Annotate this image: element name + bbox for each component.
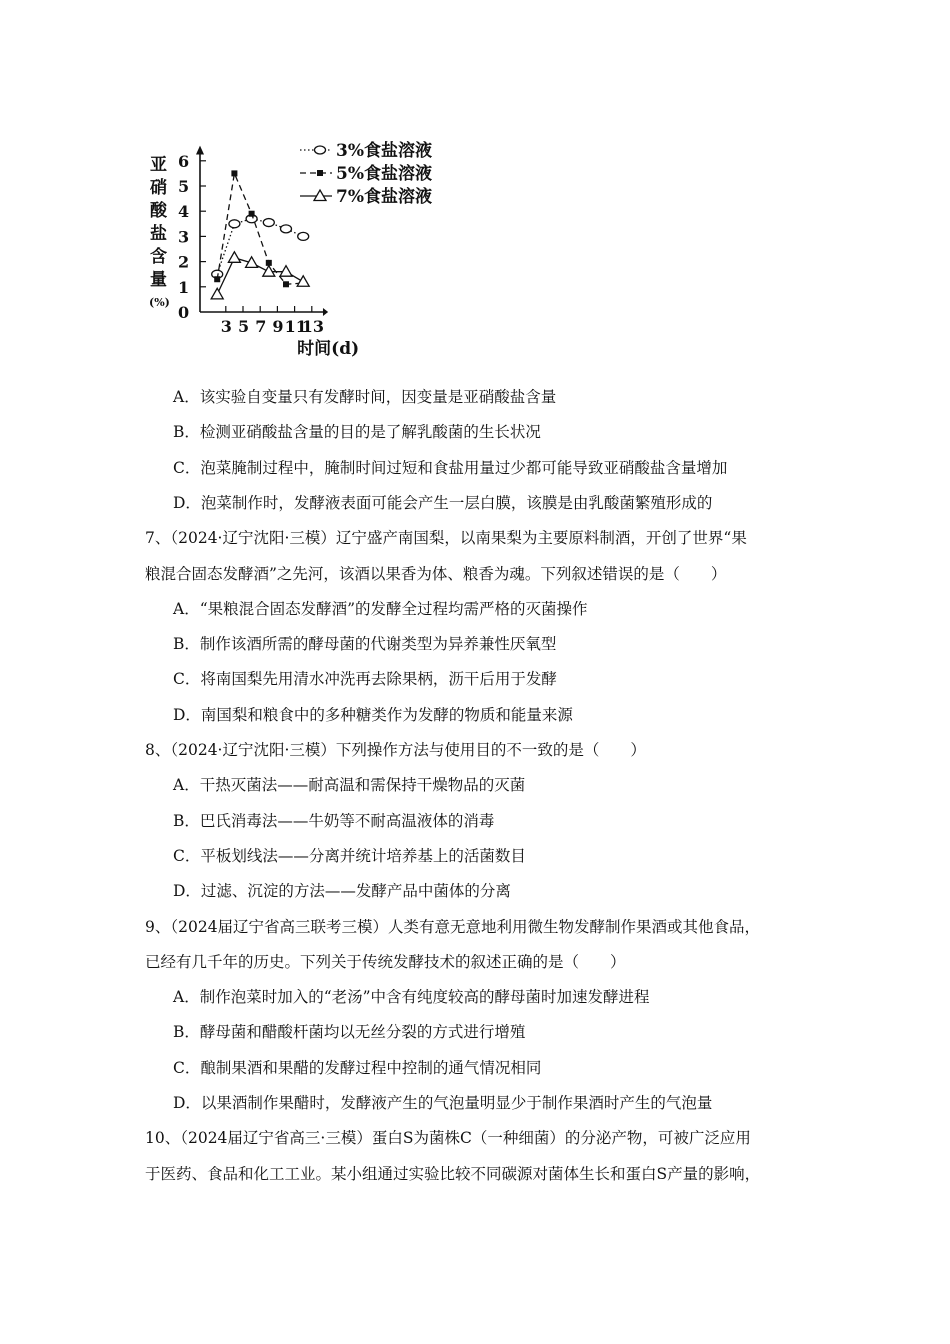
option-line: A．制作泡菜时加入的“老汤”中含有纯度较高的酵母菌时加速发酵进程 bbox=[173, 988, 650, 1007]
option-line: B．检测亚硝酸盐含量的目的是了解乳酸菌的生长状况 bbox=[173, 423, 541, 442]
data-point-circle bbox=[298, 232, 309, 240]
y-axis-label-char: 含 bbox=[150, 247, 167, 267]
question-line: 8、（2024·辽宁沈阳·三模）下列操作方法与使用目的不一致的是（ ） bbox=[145, 741, 646, 759]
x-tick-label: 3 bbox=[220, 317, 232, 336]
y-axis-label-char: 硝 bbox=[150, 178, 167, 198]
data-point-circle bbox=[229, 220, 240, 228]
y-tick-label: 2 bbox=[178, 252, 190, 272]
x-tick-label: 13 bbox=[301, 317, 325, 336]
x-tick-label: 5 bbox=[238, 317, 250, 336]
option-line: C．酿制果酒和果醋的发酵过程中控制的通气情况相同 bbox=[173, 1058, 542, 1077]
data-point-square bbox=[249, 211, 255, 217]
legend-marker-square bbox=[317, 170, 323, 176]
option-line: C．平板划线法——分离并统计培养基上的活菌数目 bbox=[173, 846, 526, 865]
data-point-triangle bbox=[228, 252, 240, 263]
question-line: 10、（2024届辽宁省高三·三模）蛋白S为菌株C（一种细菌）的分泌产物，可被广泛应用 bbox=[145, 1129, 751, 1148]
option-line: B．酵母菌和醋酸杆菌均以无丝分裂的方式进行增殖 bbox=[173, 1023, 526, 1042]
option-line: C．将南国梨先用清水冲洗再去除果柄，沥干后用于发酵 bbox=[173, 670, 557, 689]
x-axis-label: 时间(d) bbox=[297, 339, 360, 359]
x-axis-arrow bbox=[323, 308, 328, 316]
y-axis-arrow bbox=[196, 146, 204, 155]
data-point-triangle bbox=[263, 266, 275, 277]
data-point-circle bbox=[281, 225, 292, 233]
option-line: D．过滤、沉淀的方法——发酵产品中菌体的分离 bbox=[173, 882, 511, 901]
legend-marker-circle bbox=[315, 146, 326, 154]
y-tick-label: 1 bbox=[178, 277, 190, 297]
y-tick-label: 5 bbox=[178, 177, 190, 196]
question-line: 7、（2024·辽宁沈阳·三模）辽宁盛产南国梨，以南果梨为主要原料制酒，开创了世界“果 bbox=[145, 529, 747, 548]
option-line: B．制作该酒所需的酵母菌的代谢类型为异养兼性厌氧型 bbox=[173, 635, 557, 654]
option-line: D．南国梨和粮食中的多种糖类作为发酵的物质和能量来源 bbox=[173, 705, 573, 724]
option-line: C．泡菜腌制过程中，腌制时间过短和食盐用量过少都可能导致亚硝酸盐含量增加 bbox=[173, 458, 728, 477]
x-tick-label: 11 bbox=[284, 317, 307, 336]
question-line: 粮混合固态发酵酒”之先河，该酒以果香为体、粮香为魂。下列叙述错误的是（ ） bbox=[145, 564, 727, 583]
data-point-triangle bbox=[280, 266, 292, 277]
question-line: 已经有几千年的历史。下列关于传统发酵技术的叙述正确的是（ ） bbox=[145, 952, 626, 971]
option-line: A．“果粮混合固态发酵酒”的发酵全过程均需严格的灭菌操作 bbox=[173, 599, 588, 618]
y-tick-label: 6 bbox=[178, 151, 190, 171]
legend-label: 3%食盐溶液 bbox=[336, 141, 432, 161]
y-tick-label: 0 bbox=[178, 303, 190, 322]
y-axis-label-char: 量 bbox=[150, 270, 167, 290]
y-tick-label: 3 bbox=[178, 227, 190, 247]
data-point-circle bbox=[263, 219, 274, 227]
x-tick-label: 7 bbox=[255, 317, 267, 336]
data-point-square bbox=[231, 170, 237, 176]
y-axis-label-char: 盐 bbox=[150, 224, 167, 244]
option-line: A．干热灭菌法——耐高温和需保持干燥物品的灭菌 bbox=[173, 776, 526, 795]
question-line: 9、（2024届辽宁省高三联考三模）人类有意无意地利用微生物发酵制作果酒或其他食品， bbox=[145, 917, 761, 936]
y-axis-label-char: 酸 bbox=[150, 201, 167, 221]
question-line: 于医药、食品和化工工业。某小组通过实验比较不同碳源对菌体生长和蛋白S产量的影响， bbox=[145, 1164, 761, 1183]
chart-svg bbox=[140, 130, 460, 360]
option-line: D．泡菜制作时，发酵液表面可能会产生一层白膜，该膜是由乳酸菌繁殖形成的 bbox=[173, 493, 713, 512]
nitrite-chart bbox=[140, 130, 460, 360]
option-line: B．巴氏消毒法——牛奶等不耐高温液体的消毒 bbox=[173, 811, 495, 830]
data-point-square bbox=[214, 276, 220, 282]
y-axis-label-char: 亚 bbox=[150, 155, 167, 175]
legend-label: 7%食盐溶液 bbox=[336, 187, 432, 207]
legend-marker-triangle bbox=[314, 190, 326, 201]
data-point-triangle bbox=[211, 288, 223, 299]
y-tick-label: 4 bbox=[178, 202, 190, 222]
data-point-triangle bbox=[297, 276, 309, 287]
data-point-square bbox=[283, 281, 289, 287]
option-line: D．以果酒制作果醋时，发酵液产生的气泡量明显少于制作果酒时产生的气泡量 bbox=[173, 1094, 713, 1112]
legend-label: 5%食盐溶液 bbox=[336, 164, 432, 184]
x-tick-label: 9 bbox=[272, 317, 284, 336]
y-axis-label-unit: (%) bbox=[149, 296, 170, 309]
option-line: A．该实验自变量只有发酵时间，因变量是亚硝酸盐含量 bbox=[173, 388, 557, 406]
